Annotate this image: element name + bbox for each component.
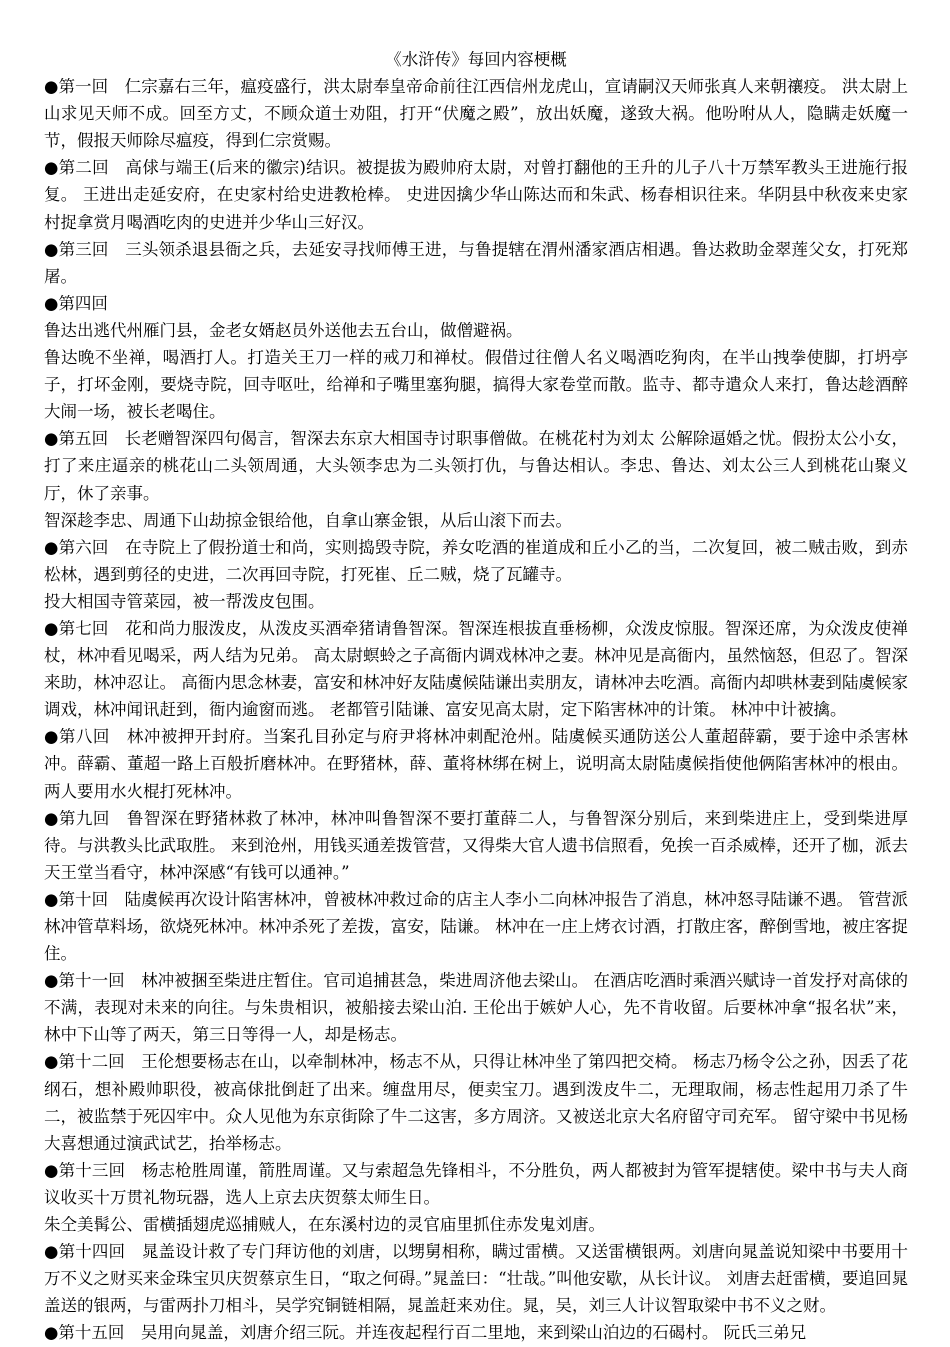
paragraph-text: 第十三回 杨志枪胜周谨，箭胜周谨。又与索超急先锋相斗，不分胜负，两人都被封为管军提辖使。梁中书与夫人商议收买十万贯礼物玩器，选人上京去庆贺蔡太师生日。 [44, 1160, 908, 1207]
paragraph [44, 290, 908, 317]
paragraph-text: 第四回 [58, 293, 108, 313]
paragraph [44, 805, 908, 886]
paragraph [44, 534, 908, 588]
paragraph-text: 第十回 陆虞候再次设计陷害林冲，曾被林冲救过命的店主人李小二向林冲报告了消息，林冲怒寻陆谦不遇。 管营派林冲管草料场，欲烧死林冲。林冲杀死了差拨，富安，陆谦。 林冲在一庄上烤衣讨酒，打散庄客，醉倒雪地，被庄客捉住。 [44, 889, 908, 964]
bullet-icon: ● [44, 293, 59, 313]
paragraph [44, 615, 908, 723]
paragraph [44, 73, 908, 154]
paragraph [44, 1048, 908, 1156]
paragraph-text: 第七回 花和尚力服泼皮，从泼皮买酒牵猪请鲁智深。智深连根拔直垂杨柳，众泼皮惊服。智深还席，为众泼皮使禅杖，林冲看见喝采，两人结为兄弟。 高太尉螟蛉之子高衙内调戏林冲之妻。林冲见是高衙内，虽然恼怒，但忍了。智深来助，林冲忍让。 高衙内思念林妻，富安和林冲好友陆虞候陆谦出卖朋友，请林冲去吃酒。高衙内却哄林妻到陆虞候家调戏，林冲闻讯赶到，衙内逾窗而逃。 老都管引陆谦、富安见高太尉，定下陷害林冲的计策。 林冲中计被擒。 [44, 618, 908, 720]
paragraph [44, 344, 908, 425]
bullet-icon: ● [44, 77, 59, 97]
bullet-icon: ● [44, 971, 59, 991]
paragraph [44, 1157, 908, 1211]
paragraph [44, 236, 908, 290]
document-title: 《水浒传》每回内容梗概 [385, 50, 567, 69]
bullet-icon: ● [44, 808, 59, 828]
paragraph-text: 第九回 鲁智深在野猪林救了林冲，林冲叫鲁智深不要打董薛二人，与鲁智深分别后，来到柴进庄上，受到柴进厚待。与洪教头比武取胜。 来到沧州，用钱买通差拨管营，又得柴大官人遗书信照看，免挨一百杀威棒，还开了枷，派去天王堂当看守，林冲深感“有钱可以通神。” [44, 808, 908, 882]
paragraph-text: 鲁达晚不坐禅，喝酒打人。打造关王刀一样的戒刀和禅杖。假借过往僧人名义喝酒吃狗肉，在半山拽拳使脚，打坍亭子，打坏金刚，要烧寺院，回寺呕吐，给禅和子嘴里塞狗腿，搞得大家卷堂而散。监寺、都寺遣众人来打，鲁达趁酒醉大闹一场，被长老喝住。 [44, 348, 908, 422]
bullet-icon: ● [44, 618, 59, 638]
paragraph [44, 886, 908, 967]
paragraph-text: 鲁达出逃代州雁门县，金老女婿赵员外送他去五台山，做僧避祸。 [44, 320, 523, 340]
paragraph-text: 第二回 高俅与端王(后来的徽宗)结识。被提拔为殿帅府太尉，对曾打翻他的王升的儿子八十万禁军教头王进施行报复。 王进出走延安府，在史家村给史进教枪棒。 史进因擒少华山陈达而和朱武、杨春相识往来。华阴县中秋夜来史家村捉拿赏月喝酒吃肉的史进并少华山三好汉。 [44, 158, 908, 232]
paragraph-text: 第八回 林冲被押开封府。当案孔目孙定与府尹将林冲刺配沧州。陆虞候买通防送公人董超薛霸，要于途中杀害林冲。薛霸、董超一路上百般折磨林冲。在野猪林，薛、董将林绑在树上，说明高太尉陆虞候指使他俩陷害林冲的根由。 两人要用水火棍打死林冲。 [44, 727, 908, 801]
paragraph-text: 第十二回 王伦想要杨志在山，以牵制林冲，杨志不从，只得让林冲坐了第四把交椅。 杨志乃杨令公之孙，因丢了花纲石，想补殿帅职役，被高俅批倒赶了出来。缠盘用尽，便卖宝刀。遇到泼皮牛二，无理取闹，杨志性起用刀杀了牛二，被监禁于死囚牢中。众人见他为东京街除了牛二这害，多方周济。又被送北京大名府留守司充军。 留守梁中书见杨大喜想通过演武试艺，抬举杨志。 [44, 1052, 908, 1153]
paragraph-text: 第三回 三头领杀退县衙之兵，去延安寻找师傅王进，与鲁提辖在渭州潘家酒店相遇。鲁达救助金翠莲父女，打死郑屠。 [44, 239, 908, 286]
paragraph [44, 1238, 908, 1319]
paragraph-text: 朱仝美髯公、雷横插翅虎巡捕贼人，在东溪村边的灵官庙里抓住赤发鬼刘唐。 [44, 1215, 605, 1235]
bullet-icon: ● [44, 158, 59, 178]
paragraph [44, 317, 908, 344]
paragraph [44, 588, 908, 615]
document-page [44, 46, 908, 1347]
paragraph-text: 第五回 长老赠智深四句偈言，智深去东京大相国寺讨职事僧做。在桃花村为刘太 公解除逼婚之忧。假扮太公小女，打了来庄逼亲的桃花山二头领周通，大头领李忠为二头领打仇，与鲁达相认。李忠、鲁达、刘太公三人到桃花山聚义厅，休了亲事。 [44, 429, 908, 503]
paragraph [44, 1211, 908, 1238]
paragraph [44, 425, 908, 506]
paragraph-text: 第六回 在寺院上了假扮道士和尚，实则捣毁寺院，养女吃酒的崔道成和丘小乙的当，二次复回，被二贼击败，到赤松林，遇到剪径的史进，二次再回寺院，打死崔、丘二贼，烧了瓦罐寺。 [44, 537, 908, 584]
bullet-icon: ● [44, 889, 59, 909]
paragraph [44, 723, 908, 804]
paragraph-list [44, 73, 908, 1346]
bullet-icon: ● [44, 537, 59, 557]
paragraph [44, 154, 908, 235]
bullet-icon: ● [44, 1242, 59, 1262]
bullet-icon: ● [44, 1052, 59, 1072]
bullet-icon: ● [44, 429, 59, 449]
bullet-icon: ● [44, 239, 59, 259]
paragraph [44, 967, 908, 1048]
paragraph-text: 投大相国寺管菜园，被一帮泼皮包围。 [44, 591, 325, 611]
paragraph-text: 第十四回 晁盖设计救了专门拜访他的刘唐，以甥舅相称，瞒过雷横。又送雷横银两。刘唐向晁盖说知梁中书要用十万不义之财买来金珠宝贝庆贺蔡京生日，“取之何碍。”晁盖曰：“壮哉。”叫他安歇，从长计议。 刘唐去赶雷横，要追回晁盖送的银两，与雷两扑刀相斗，吴学究铜链相隔，晁盖赶来劝住。晁，吴，刘三人计议智取梁中书不义之财。 [44, 1242, 908, 1316]
paragraph-text: 第十一回 林冲被捆至柴进庄暂住。官司追捕甚急，柴进周济他去梁山。 在酒店吃酒时乘酒兴赋诗一首发抒对高俅的不满，表现对未来的向往。与朱贵相识，被船接去梁山泊. 王伦出于嫉妒人心，先不肯收留。后要林冲拿“报名状”来，林中下山等了两天，第三日等得一人，却是杨志。 [44, 971, 908, 1045]
paragraph [44, 507, 908, 534]
bullet-icon: ● [44, 1323, 59, 1343]
paragraph-text: 第一回 仁宗嘉右三年，瘟疫盛行，洪太尉奉皇帝命前往江西信州龙虎山，宣请嗣汉天师张真人来朝禳疫。 洪太尉上山求见天师不成。回至方丈，不顾众道士劝阻，打开“伏魔之殿”，放出妖魔，遂致大祸。他吩咐从人，隐瞒走妖魔一节，假报天师除尽瘟疫，得到仁宗赏赐。 [44, 77, 908, 151]
paragraph-text: 第十五回 吴用向晁盖，刘唐介绍三阮。并连夜起程行百二里地，来到梁山泊边的石碣村。 阮氏三弟兄 [58, 1323, 807, 1343]
paragraph [44, 1319, 908, 1346]
bullet-icon: ● [44, 727, 59, 747]
paragraph-text: 智深趁李忠、周通下山劫掠金银给他，自拿山寨金银，从后山滚下而去。 [44, 510, 572, 530]
bullet-icon: ● [44, 1160, 59, 1180]
